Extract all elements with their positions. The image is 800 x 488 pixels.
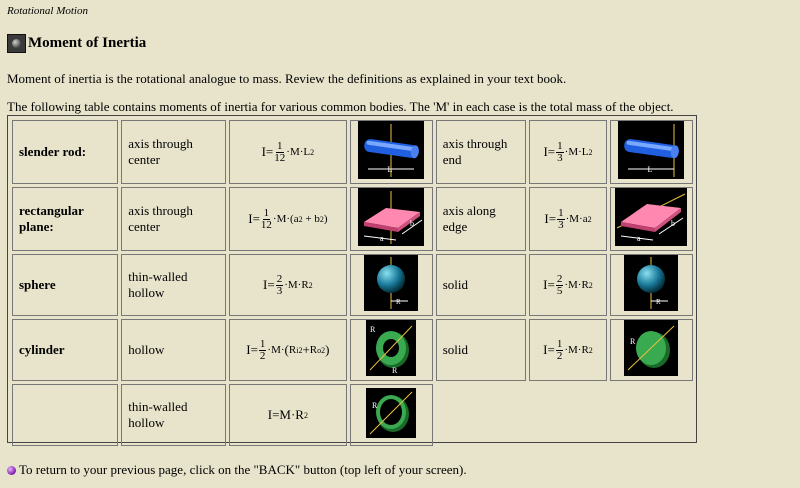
intro-paragraph: Moment of inertia is the rotational analogue to mass. Review the definitions as explained in your text book. <box>7 71 567 86</box>
axis-label: thin-walled hollow <box>121 254 226 316</box>
image-cell <box>350 187 433 251</box>
plane-center-image <box>358 188 424 246</box>
purple-bullet-icon <box>7 466 16 475</box>
cylinder-solid-image <box>624 320 678 376</box>
formula-cell <box>529 319 606 381</box>
axis-label: solid <box>436 254 527 316</box>
formula-cell <box>529 120 606 184</box>
image-cell <box>610 254 693 316</box>
axis-label: axis through end <box>436 120 527 184</box>
formula-cell <box>229 319 347 381</box>
body-name: sphere <box>12 254 118 316</box>
rod-center-image <box>358 121 424 179</box>
formula-sphere-solid: I= $\frac{2}{5}$ · M · R 2 <box>543 272 593 297</box>
section-label: Rotational Motion <box>7 5 88 17</box>
table-row <box>12 254 693 316</box>
formula-cell <box>529 187 606 251</box>
title-row <box>7 34 146 53</box>
footer-note <box>7 462 467 478</box>
image-cell <box>350 120 433 184</box>
svg-text:R: R <box>370 325 376 334</box>
svg-text:a: a <box>637 234 641 243</box>
svg-text:a: a <box>380 234 384 243</box>
formula-cell <box>529 254 606 316</box>
axis-label: thin-walled hollow <box>121 384 226 446</box>
formula-cell <box>229 120 347 184</box>
footer-text: To return to your previous page, click on the "BACK" button (top left of your screen). <box>19 462 467 477</box>
svg-text:R: R <box>396 298 401 306</box>
image-cell <box>350 384 433 446</box>
table-row <box>12 187 693 251</box>
formula-cylinder-hollow: I= $\frac{1}{2}$ · M · ( R i 2 + R o 2 ) <box>246 337 330 362</box>
axis-label: axis through center <box>121 120 226 184</box>
svg-text:b: b <box>671 219 676 228</box>
empty-cell <box>436 384 693 446</box>
formula-rod-center: I= $\frac{1}{12}$ · M · L 2 <box>261 139 315 164</box>
formula-cell <box>229 384 347 446</box>
formula-cell <box>229 187 347 251</box>
formula-cylinder-thin: I=M·R 2 <box>267 407 308 422</box>
image-cell <box>610 120 693 184</box>
plane-edge-image <box>615 188 687 246</box>
rod-end-image <box>618 121 684 179</box>
svg-text:b: b <box>410 219 415 228</box>
formula-cell <box>229 254 347 316</box>
sphere-solid-image <box>624 255 678 311</box>
image-cell <box>350 254 433 316</box>
image-cell <box>610 319 693 381</box>
svg-text:R: R <box>372 401 378 410</box>
svg-text:L: L <box>647 165 653 174</box>
table-row <box>12 319 693 381</box>
image-cell <box>350 319 433 381</box>
sphere-hollow-image <box>364 255 418 311</box>
axis-label: solid <box>436 319 527 381</box>
formula-sphere-hollow: I= $\frac{2}{3}$ · M · R 2 <box>263 272 313 297</box>
axis-label: axis through center <box>121 187 226 251</box>
body-name: rectangular plane: <box>12 187 118 251</box>
circle-bullet-icon <box>7 34 26 53</box>
body-name <box>12 384 118 446</box>
svg-text:R: R <box>630 337 636 346</box>
formula-plane-edge: I= $\frac{1}{3}$ · M · a 2 <box>544 206 592 231</box>
inertia-table <box>7 115 697 443</box>
table-intro-paragraph: The following table contains moments of inertia for various common bodies. The 'M' in each case is the total mass of the object. <box>7 99 674 114</box>
page-title: Moment of Inertia <box>28 35 147 51</box>
formula-plane-center: I= $\frac{1}{12}$ · M · ( a 2 + b 2 ) <box>248 206 328 231</box>
formula-cylinder-solid: I= $\frac{1}{2}$ · M · R 2 <box>543 337 593 362</box>
table-row <box>12 120 693 184</box>
cylinder-hollow-image <box>366 320 416 376</box>
svg-text:L: L <box>387 165 393 174</box>
body-name: cylinder <box>12 319 118 381</box>
cylinder-thin-image <box>366 388 416 438</box>
formula-rod-end: I= $\frac{1}{3}$ · M · L 2 <box>543 139 593 164</box>
body-name: slender rod: <box>12 120 118 184</box>
svg-text:R: R <box>392 366 398 375</box>
image-cell <box>610 187 693 251</box>
svg-text:R: R <box>656 298 661 306</box>
axis-label: hollow <box>121 319 226 381</box>
table-row <box>12 384 693 446</box>
axis-label: axis along edge <box>436 187 527 251</box>
